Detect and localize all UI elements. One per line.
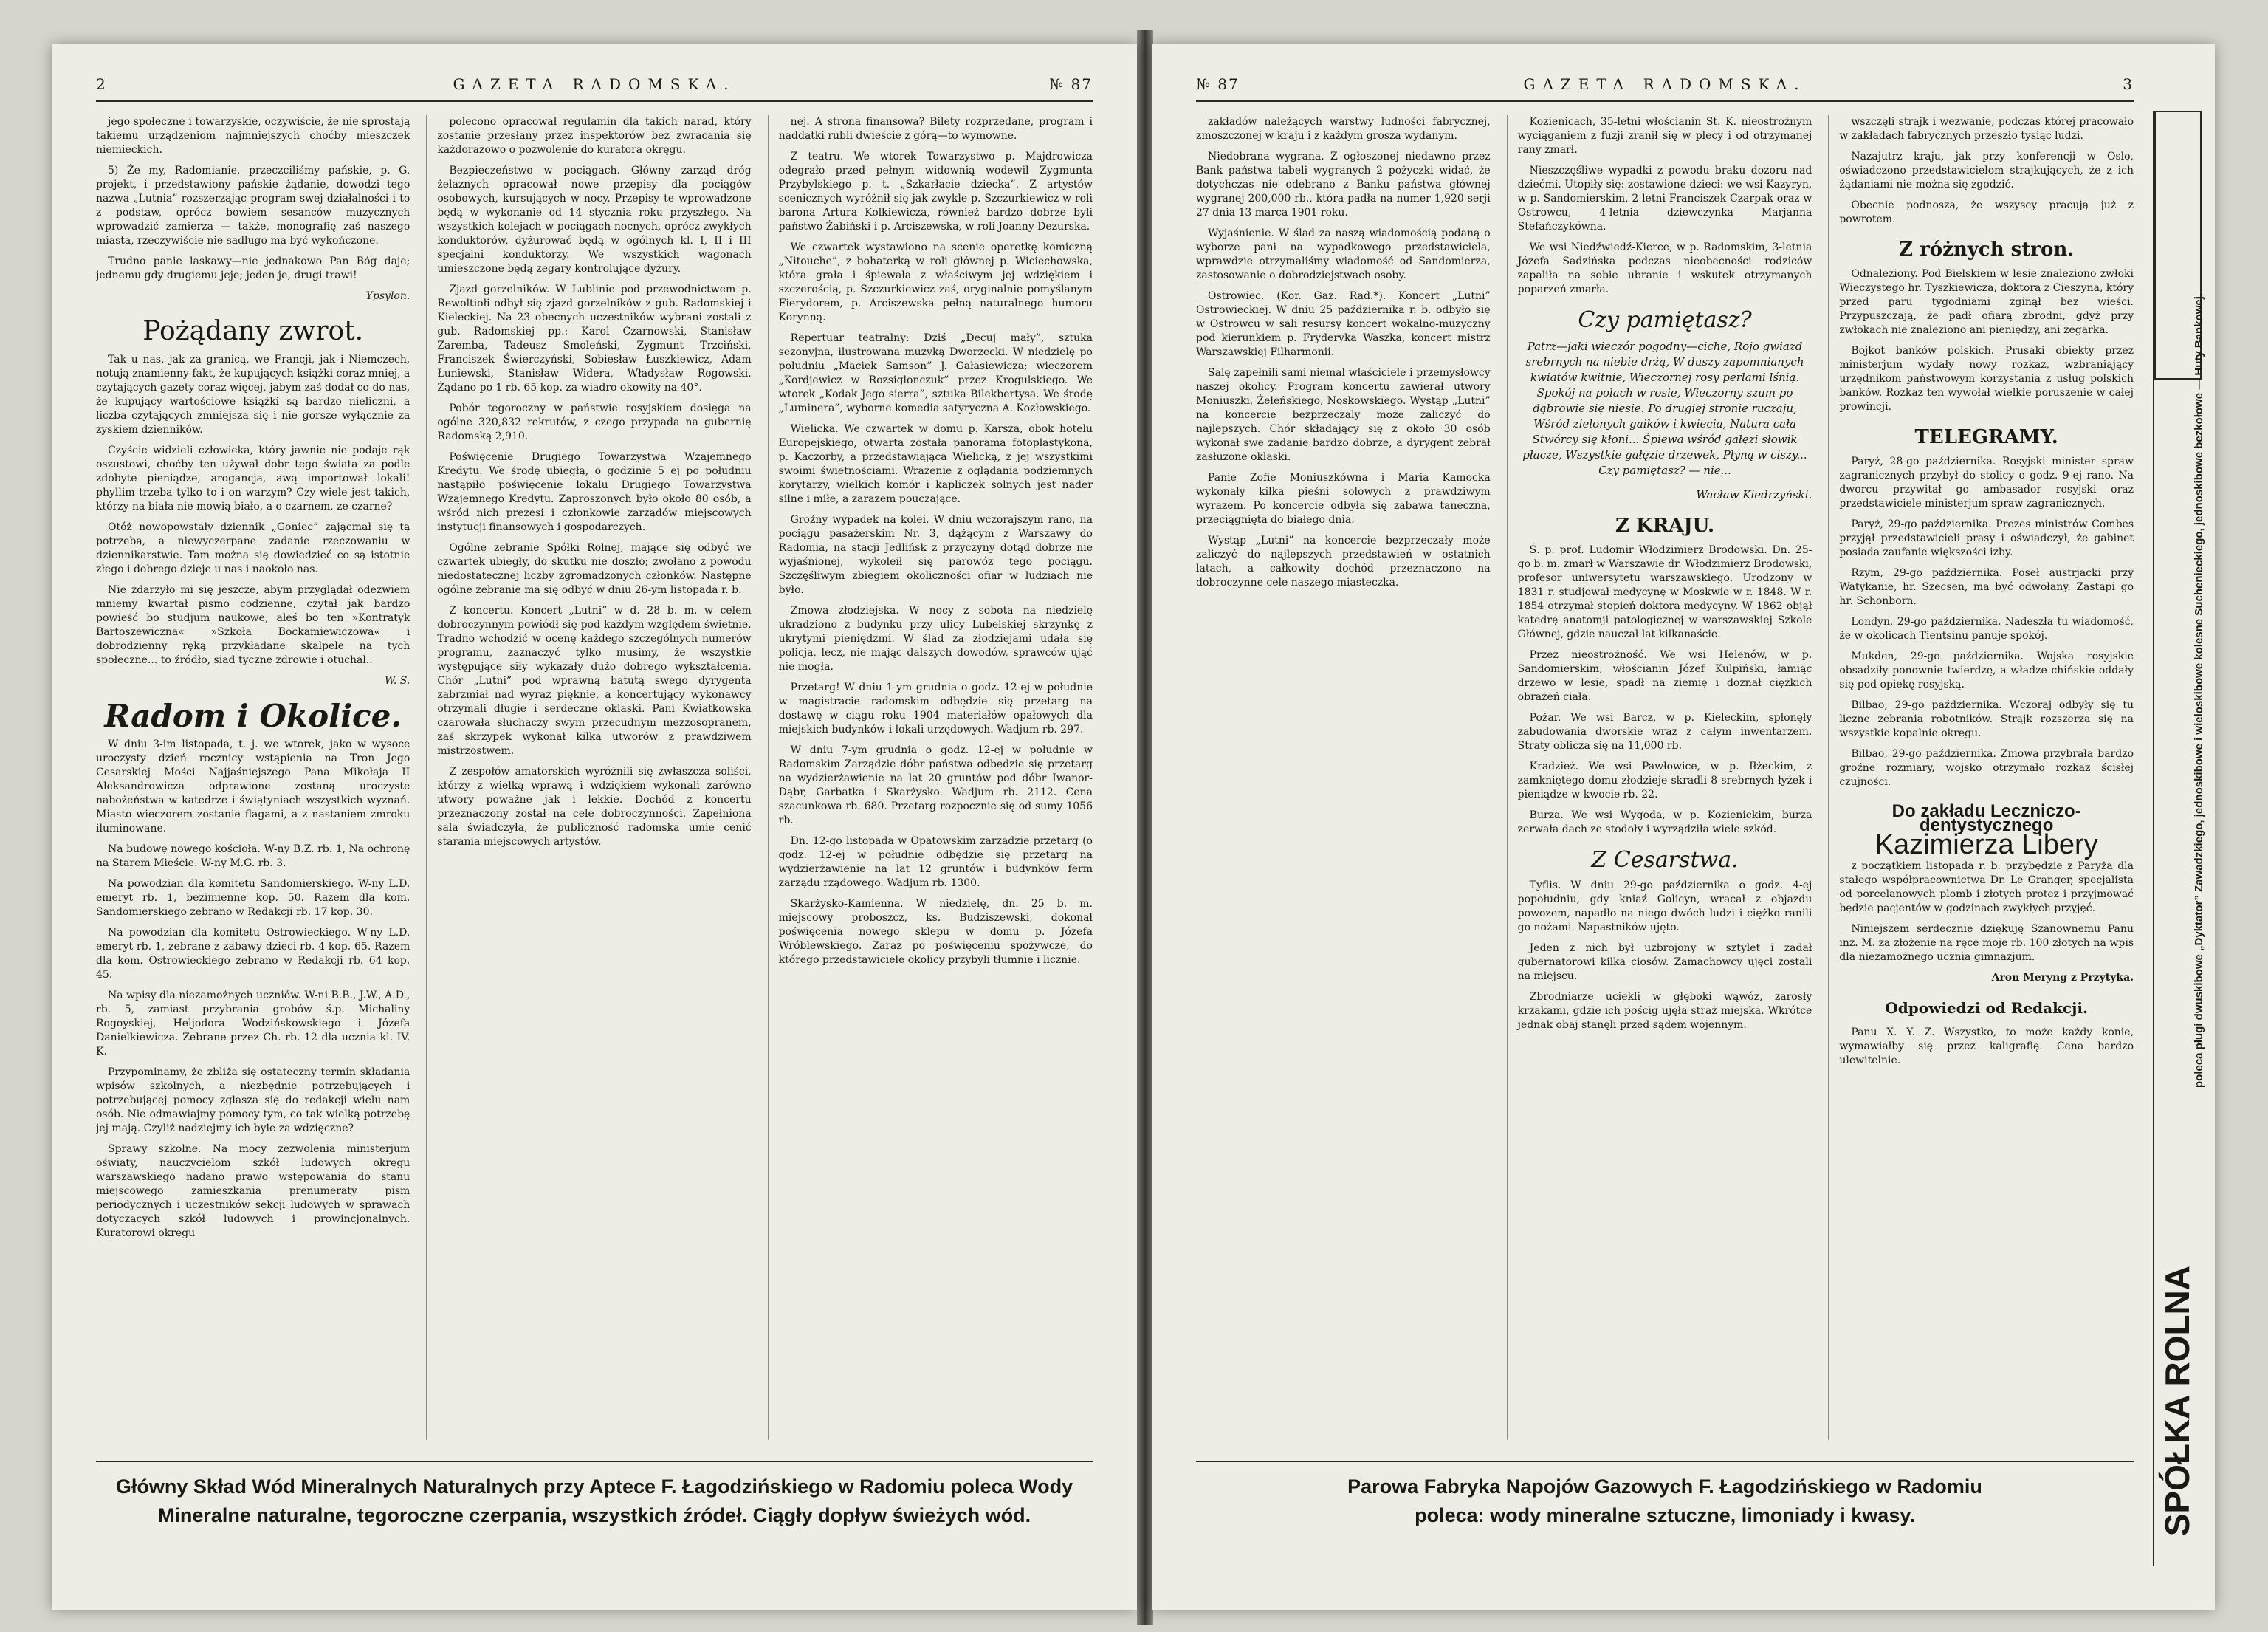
book-gutter [1137,30,1153,1625]
left-column-2 [426,115,751,1440]
news-item: Nazajutrz kraju, jak przy konferencji w Oslo, oświadczono przedstawicielom strajkujących, że z ich żądaniami nie można się zgodzić. [1839,151,2134,191]
article-text: Tak u nas, jak za granicą, we Francji, jak i Niemczech, notują znamienny fakt, że kupujących książki coraz mniej, a czytających gazety coraz więcej, jabym zaś dodał co do nas, że kupujący wartościowe książki są bardzo nieliczni, a liczba czytających zmniejsza się i nie gorsze wyłącznie za zyskiem dzienników. [96,354,410,436]
left-column-1 [96,115,410,1440]
article-text: Nie zdarzyło mi się jeszcze, abym przyglądał odezwiem mniemy kwartał pismo codzienne, czytał jak bardzo powieść bo studjum naukowe, aleś bo ten »Kontratyk Bartoszewiczna« »Szkoła Bockamiewiczowa« i dobrodzienny ręką przykładane skalpele na tych społeczne... to źródło, siad tyczne zdrowie i otuchal.. [96,584,410,666]
news-item: Salę zapełnili sami niemal właściciele i przemysłowcy naszej okolicy. Program koncertu zawierał utwory Moniuszki, Żeleńskiego, Noskowskiego. Wystąp „Lutni” na koncercie bezprzeczaly może zaliczyć do najlepszych. Chór składający się z około 30 osób wykonał swe zadanie bardzo dobrze, a dyrygent zebrał zasłużone oklaski. [1196,367,1491,463]
news-item: Groźny wypadek na kolei. W dniu wczorajszym rano, na pociągu pasażerskim Nr. 3, dążącym z Warszawy do Radomia, na stacji Jedlińsk z przyczyny dotąd dobrze nie wyjaśnionej, wykoleił się parowóz tego pociągu. Szczęśliwym zbiegiem okoliczności ofiar w ludziach nie było. [778,514,1093,596]
news-item: Przetarg! W dniu 1-ym grudnia o godz. 12-ej w południe w magistracie radomskim odbędzie się przetarg na dostawę w ciągu roku 1904 materiałów opałowych dla miejskich budynków i lokali urzędowych. Wadjum rb. 297. [778,682,1093,736]
news-item: Repertuar teatralny: Dziś „Decuj mały”, sztuka sezonyjna, ilustrowana muzyką Dworzecki. W niedzielę po południu „Maciek Samson” J. Gałasiewicza; wieczorem „Kordjewicz w Rozsiglonczuk” przez Krogulskiego. We wtorek „Kodak Jego sierra”, sztuka Bilekbertysa. We środę „Luminera”, wyborne komedia satyryczna A. Kozłowskiego. [778,332,1093,414]
news-item: We czwartek wystawiono na scenie operetkę komiczną „Nitouche”, z bohaterką w roli głównej p. Wiciechowska, która grała i śpiewała z właściwym jej wdziękiem i szczerością, p. Szczurkiewicz zaś, oryginalnie pomyślanym Fierydorem, p. Arciszewska pełną naturalnego humoru Korynną. [778,241,1093,323]
news-item: Wyjaśnienie. W ślad za naszą wiadomością podaną o wyborze pani na wypadkowego przedstawiciela, wprawdzie otrzymaliśmy wiadomość od Sandomierza, zastosowanie o dobrodziejstwach osoby. [1196,227,1491,281]
news-item: Dn. 12-go listopada w Opatowskim zarządzie przetarg (o godz. 12-ej w południe odbędzie się przetarg na wydzierżawienie na lat 12 gruntów i budynków ferm zarządu rządowego. Wadjum rb. 1300. [778,835,1093,889]
left-column-3 [768,115,1093,1440]
news-item: Niedobrana wygrana. Z ogłoszonej niedawno przez Bank państwa tabeli wygranych 2 pożyczki widać, że dotychczas nie odebrano z Banku państwa głównej wygranej 200,000 rb., która padła na numer 1,920 serji 27 dnia 13 marca 1901 roku. [1196,151,1491,219]
news-item: Przez nieostrożność. We wsi Helenów, w p. Sandomierskim, włościanin Józef Kulpiński, łamiąc drzewo w lesie, spadł na ziemię i doznał ciężkich obrażeń ciała. [1517,649,1812,703]
news-item: Na powodzian dla komitetu Ostrowieckiego. W-ny L.D. emeryt rb. 1, zebrane z zabawy dzieci rb. 4 kop. 65. Razem dla kom. Ostrowieckiego zebrano w Redakcji rb. 64 kop. 45. [96,927,410,981]
news-item: Na budowę nowego kościoła. W-ny B.Z. rb. 1, Na ochronę na Starem Mieście. W-ny M.G. rb. 3. [96,843,410,869]
news-item: Nieszczęśliwe wypadki z powodu braku dozoru nad dziećmi. Utopiły się: zostawione dzieci: we wsi Kazyryn, w p. Sandomierskim, 2-letni Franciszek Czarpak oraz w Ostrowcu, 4-letnia dziewczynka Marjanna Stefańczykówna. [1517,165,1812,233]
right-column-3 [1828,115,2134,1440]
newspaper-title: GAZETA RADOMSKA. [1523,75,1807,93]
news-item: Kradzież. We wsi Pawłowice, w p. Iłżeckim, z zamkniętego domu złodzieje skradli 8 srebrnych łyżek i pieniądze w kwocie rb. 22. [1517,761,1812,800]
news-item: Z koncertu. Koncert „Lutni” w d. 28 b. m. w celem dobroczynnym powiódł się pod każdym względem świetnie. Tradno wchodzić w ocenę każdego szczególnych numerów programu, zaznaczyć tylko musimy, że wszystkie występujące siły wykazały dużo dobrego wykształcenia. Chór „Lutni” pod wprawną batutą swego dyrygenta zabrzmiał nad wyraz pięknie, a koncertujący wykonawcy otrzymali długie i serdeczne oklaski. Pani Kwiatkowska czarowała słuchaczy swym przecudnym mezzosopranem, zaś skrzypek wykonał kilka utworów z prawdziwem mistrzostwem. [437,605,752,757]
thanks-signature: Aron Meryng z Przytyka. [1991,972,2134,984]
news-item: Ostrowiec. (Kor. Gaz. Rad.*). Koncert „Lutni” Ostrowieckiej. W dniu 25 października r. b. odbyło się w Ostrowcu w sali resursy koncert wokalno-muzyczny pod kierunkiem p. Fryderyka Waszka, koncert mistrz Warszawskiej Filharmonii. [1196,290,1491,358]
news-item: W dniu 7-ym grudnia o godz. 12-ej w południe w Radomskim Zarządzie dóbr państwa odbędzie się przetarg na wydzierżawienie na lat 20 gruntów pod dóbr Iwanor-Dąbr, Garbatka i Skarżysko. Wadjum rb. 2112. Cena szacunkowa rb. 680. Przetarg rozpocznie się od sumy 1056 rb. [778,744,1093,826]
news-item: Obecnie podnoszą, że wszyscy pracują już z powrotem. [1839,199,2134,225]
poem-text: Patrz—jaki wieczór pogodny—ciche, Rojo gwiazd srebrnych na niebie drżą, W duszy zapomnianych kwiatów kwitnie, Wieczornej rosy perlami lśnią. Spokój na polach w rosie, Wieczorny szum po dąbrowie się niesie. Po drugiej stronie ruczaju, Wśród zielonych gaików i kwiecia, Natura cała Stwórcy się kłoni... Śpiewa wśród gałęzi słowik płacze, Wszystkie gałęzie drzewek, Płyną w ciszy... Czy pamiętasz? — nie... [1522,340,1807,477]
editorial-answer: Panu X. Y. Z. Wszystko, to może każdy konie, wymawiałby się przez kaligrafię. Cena bardzo ulewitelnie. [1839,1026,2134,1066]
article-text: Otóż nowopowstały dziennik „Goniec” zającmał się tą potrzebą, a niewyczerpane zadanie rzeczowaniu w dziennikarstwie. Tam można się dowiedzieć co są istotnie złego i dobrego dzieje u nas i naokoło nas. [96,521,410,575]
news-item: Skarżysko-Kamienna. W niedzielę, dn. 25 b. m. miejscowy proboszcz, ks. Budziszewski, dokonał poświęcenia nowego sklepu w domu p. Józefa Wróblewskiego. Zaraz po poświęceniu spożywcze, do którego przedstawiciele okolicy przybyli tłumnie i licznie. [778,898,1093,966]
poem-title: Czy pamiętasz? [1578,307,1752,333]
newspaper-title: GAZETA RADOMSKA. [453,75,736,93]
news-item: We wsi Niedźwiedź-Kierce, w p. Radomskim, 3-letnia Józefa Sadzińska podczas nieobecności rodziców zapaliła na sobie ubranie i wskutek otrzymanych poparzeń zmarła. [1517,241,1812,295]
ad-text: z początkiem listopada r. b. przybędzie z Paryża dla stałego współpracownictwa Dr. Le Granger, specjalista od porcelanowych plomb i złotych protez i przyjmować będzie pacjentów w godzinach zwykłych przyjęć. [1839,860,2134,914]
news-item: Z zespołów amatorskich wyróżnili się zwłaszcza soliści, którzy z wielką wprawą i wdziękiem wykonali zarówno utwory poważne jak i lekkie. Dochód z koncertu przeznaczony został na cele dobroczynności. Zapełniona sala świadczyła, że publiczność radomska umie cenić starania miejscowych artystów. [437,766,752,848]
telegram-item: Bilbao, 29-go października. Wczoraj odbyły się tu liczne zebrania robotników. Strajk rozszerza się na wszystkie kopalnie okręgu. [1839,699,2134,739]
left-columns [96,115,1093,1440]
ad-line: Parowa Fabryka Napojów Gazowych F. Łagodzińskiego w Radomiu [1347,1475,1982,1498]
section-heading-radom: Radom i Okolice. [104,698,402,734]
news-item: Poświęcenie Drugiego Towarzystwa Wzajemnego Kredytu. We środę ubiegłą, o godzinie 5 ej po południu nastąpiło poświęcenie lokalu Drugiego Towarzystwa Wzajemnego Kredytu. Zaproszonych było około 80 osób, a wśród nich prezesi i członkowie zarządów miejscowych instytucji finansowych i gospodarczych. [437,451,752,533]
news-item: zakładów należących warstwy ludności fabrycznej, zmoszczonej w kraju i z każdym grosza wydanym. [1196,116,1491,142]
telegram-item: Londyn, 29-go października. Nadeszła tu wiadomość, że w okolicach Tientsinu panuje spokój. [1839,616,2134,642]
poem [1518,339,1812,503]
news-item: W dniu 3-im listopada, t. j. we wtorek, jako w wysoce uroczysty dzień rocznicy wstąpienia na Tron Jego Cesarskiej Mości Najjaśniejszego Pana Mikołaja II Aleksandrowicza odprawione zostaną uroczyste nabożeństwa w katedrze i świątyniach wszystkich wyznań. Miasto wieczorem zostanie flagami, a z nastaniem zmroku iluminowane. [96,738,410,834]
news-item: Sprawy szkolne. Na mocy zezwolenia ministerjum oświaty, nauczycielom szkół ludowych okręgu warszawskiego nadano prawo wstępowania do stanu miejscowego zamieszkania prenumeraty pism periodycznych i uczestników sekcji ludowych w sprawach dotyczących szkół ludowych i prowincjonalnych. Kuratorowi okręgu [96,1143,410,1239]
news-item: nej. A strona finansowa? Bilety rozprzedane, program i naddatki rubli dwieście z górą—to wymowne. [778,116,1093,142]
news-item: Burza. We wsi Wygoda, w p. Kozienickim, burza zerwała dach ze stodoły i wyrządziła wiele szkód. [1517,809,1812,835]
section-heading-kraj: Z KRAJU. [1615,515,1715,537]
article-text: jego społeczne i towarzyskie, oczywiście, że nie sprostają takiemu urządzeniom najmniejszych choćby mieszczek niemieckich. [96,116,410,156]
ad-name: Kazimierza Libery [1874,829,2098,860]
news-item: Bojkot banków polskich. Prusaki obiekty przez ministerjum wydały nowy rozkaz, wzbraniający urzędnikom państwowym korzystania z usług polskich banków. Rozkaz ten wywołał wielkie poruszenie w całej prowincji. [1839,345,2134,413]
footer-advertisement-left [96,1461,1093,1573]
news-item: Kozienicach, 35-letni włościanin St. K. nieostrożnym wyciąganiem z fuzji zranił się w plecy i od otrzymanej rany zmarł. [1517,116,1812,156]
page-number: 2 [96,75,113,93]
news-item: Wielicka. We czwartek w domu p. Karsza, obok hotelu Europejskiego, otwarta została panorama fotoplastykona, p. Kaczorby, a przedstawiająca Wielicką, z jej wszystkimi swoimi świetnościami. Wrażenie z oglądania podziemnych korytarzy, wielkich komór i kapliczek solnych jest nader silne i miłe, a zarazem pouczające. [778,423,1093,505]
article-text: Trudno panie laskawy—nie jednakowo Pan Bóg daje; jednemu gdy drugiemu jeje; jeden je, drugi trawi! [96,256,410,281]
telegram-item: Bilbao, 29-go października. Zmowa przybrała bardzo groźne rozmiary, wojsko otrzymało rozkaz ścisłej czujności. [1839,748,2134,788]
right-column-1 [1196,115,1491,1440]
ad-line: Główny Skład Wód Mineralnych Naturalnych przy Aptece F. Łagodzińskiego w Radomiu poleca Wody [115,1475,1073,1498]
left-page [52,44,1137,1610]
right-column-2 [1507,115,1812,1440]
news-item: Zjazd gorzelników. W Lublinie pod przewodnictwem p. Rewoltiołi odbył się zjazd gorzelników z gub. Radomskiej i Kieleckiej. Na 23 obecnych uczestników wybrani zostali z gub. Radomskiej pp.: Karol Czarnowski, Stanisław Zaremba, Tadeusz Smoleński, Zygmunt Trzciński, Franciszek Świerczyński, Sobiesław Łuszkiewicz, Adam Łuniewski, Stanisław Widera, Władysław Rogowski. Żądano po 1 rb. 65 kop. za wiadro okowity na 40°. [437,284,752,394]
article-text: 5) Że my, Radomianie, przeczciliśmy pańskie, p. G. projekt, i przedstawiony pańskie żądanie, dowodzi tego nazwa „Lutnia” rozszerzając program swej działalności i to z podstaw, oprócz bowiem sesanców muzycznych wprowadzić zamierza — także, monografię zaś naszego miasta, rzeczywiście nie sadlugo ma być wykończone. [96,165,410,247]
section-heading-cesarstwo: Z Cesarstwa. [1591,847,1739,873]
news-item: Przypominamy, że zbliża się ostateczny termin składania wpisów szkolnych, a niezbędnie potrzebujących i potrzebującej pomocy zglasza się do redakcji wielu nam osób. Nie odmawiajmy pomocy tym, co tak wielką potrzebę jej mają. Czyliż nadziejmy ich byle za wdzięczne? [96,1066,410,1134]
right-columns [1196,115,2134,1440]
ad-title: SPÓŁKA ROLNA [2158,1265,2196,1536]
news-item: wszczęli strajk i wezwanie, podczas której pracowało w zakładach fabrycznych przeszło tysiąc ludzi. [1839,116,2134,142]
ad-title: Do zakładu Leczniczo-dentystycznego [1891,801,2081,835]
news-item: Zbrodniarze uciekli w głęboki wąwóz, zarosły krzakami, gdzie ich pościg ujęła straż miejska. Wkrótce jednak obaj stanęli przed sądem wojennym. [1517,991,1812,1031]
news-item: Panie Zofie Moniuszkówna i Maria Kamocka wykonały kilka pieśni solowych z prawdziwym wyrazem. Po koncercie odbyła się zabawa taneczna, przeciągnięta do białego dnia. [1196,472,1491,526]
telegram-item: Mukden, 29-go października. Wojska rosyjskie obsadziły ponownie twierdzę, a władze chińskie oddały się pod opiekę rosyjską. [1839,651,2134,690]
news-item: polecono opracował regulamin dla takich narad, który zostanie przesłany przez inspektorów bez zwracania się każdorazowo o pozwolenie do kuratora okręgu. [437,116,752,156]
issue-number: № 87 [1196,75,1240,93]
article-heading: Pożądany zwrot. [142,316,364,346]
news-item: Z teatru. We wtorek Towarzystwo p. Majdrowicza odegrało przed pełnym widownią wodewil Zygmunta Przybylskiego p. t. „Szkarłacie dziecka”. Z artystów scenicznych wyróżnił się jak zwykle p. Szczurkiewicz w roli barona Artura Kolkiewicza, również bardzo dobrze byli państwo Żabiński i p. Arciszewska, w roli Joanny Dezurska. [778,151,1093,233]
thanks-note: Niniejszem serdecznie dziękuję Szanownemu Panu inż. M. za złożenie na ręce moje rb. 100 złotych na wpis dla niezamożnego ucznia gimnazjum. [1839,923,2134,963]
news-item: Odnaleziony. Pod Bielskiem w lesie znaleziono zwłoki Wieczystego hr. Tyszkiewicza, doktora z Cieszyna, który przed paru tygodniami zginął bez wieści. Przypuszczają, że padł ofiarą zbrodni, gdyż przy zwłokach nie znaleziono ani pieniędzy, ani zegarka. [1839,268,2134,336]
telegram-item: Paryż, 28-go października. Rosyjski minister spraw zagranicznych przybył do stolicy o godz. 9-ej rano. Na dworcu przywitał go ambasador rosyjski oraz przedstawiciele ministerjum spraw zagranicznych. [1839,456,2134,510]
news-item: Wystąp „Lutni” na koncercie bezprzeczały może zaliczyć do najlepszych przedstawień w ostatnich latach, a całkowity dochód przeznaczono na dobroczynne cele naszego miasteczka. [1196,535,1491,589]
ad-text: poleca pługi dwuskibowe „Dyktator” Zawadzkiego, jednoskibowe i wieloskibowe kolesne Suchenieckiego, jednoskibowe bezkołowe — Huty Bankowej. [2193,292,2205,1088]
issue-number: № 87 [1049,75,1093,93]
vertical-advertisement [2153,111,2205,1566]
news-item: Bezpieczeństwo w pociągach. Główny zarząd dróg żelaznych opracował nowe przepisy dla pociągów osobowych, kursujących w nocy. Przepisy te wprowadzone będą w wykonanie od 14 stycznia roku przyszłego. Na wszystkich kolejach w pociągach nocnych, oprócz zwykłych konduktorów, dyżurować będą w ogólnych kl. I, II i III specjalni konduktorzy. We wszystkich wagonach umieszczone będą zegary kontrolujące dyżury. [437,165,752,275]
telegrams-heading: TELEGRAMY. [1914,426,2058,448]
ad-line: Mineralne naturalne, tegoroczne czerpania, wszystkich źródeł. Ciągły dopływ świeżych wód. [157,1504,1031,1526]
news-item: Pobór tegoroczny w państwie rosyjskiem dosięga na ogólne 320,832 rekrutów, z czego przypada na gubernię Radomską 2,910. [437,402,752,442]
section-heading-stron: Z różnych stron. [1899,239,2075,261]
ad-line: poleca: wody mineralne sztuczne, limoniady i kwasy. [1415,1504,1915,1526]
footer-advertisement-right [1196,1461,2134,1573]
masthead-right [1196,71,2134,102]
article-text: Czyście widzieli człowieka, który jawnie nie podaje rąk oszustowi, choćby ten używał dobr tego świata za podle zdobyte pieniądze, arogancja, awą importował lokali! phyllim trzeba tylko to i on warzym? Czy wiele jest takich, którzy na biała nie mowią biało, a o czarnem, ze czarne? [96,445,410,512]
news-item: Na wpisy dla niezamożnych uczniów. W-ni B.B., J.W., A.D., rb. 5, zamiast przybrania grobów ś.p. Michaliny Rogoyskiej, Heljodora Wodzińskowskiego i Józefa Danielkiewicza. Zebrane przez Ch. rb. 12 dla ucznia kl. IV. K. [96,990,410,1057]
telegram-item: Rzym, 29-go października. Poseł austrjacki przy Watykanie, hr. Szecsen, ma być odwołany. Zastąpi go hr. Schonborn. [1839,567,2134,607]
poem-signature: Wacław Kiedrzyński. [1696,488,1812,501]
news-item: Ś. p. prof. Ludomir Włodzimierz Brodowski. Dn. 25-go b. m. zmarł w Warszawie dr. Włodzimierz Brodowski, profesor uniwersytetu warszawskiego. Urodzony w 1831 r. studjował medycynę w Moskwie w r. 1848. W r. 1854 otrzymał stopień doktora medycyny. W 1862 objął katedrę anatomji patologicznej w warszawskiej Szkole Głównej, gdzie nauczał lat kilkanaście. [1517,544,1812,640]
dental-advertisement [1839,801,2134,860]
page-number: 3 [2123,75,2134,93]
telegram-item: Paryż, 29-go października. Prezes ministrów Combes przyjął przedstawicieli prasy i oświadczył, że gabinet posiada zaufanie większości izby. [1839,518,2134,558]
news-item: Jeden z nich był uzbrojony w sztylet i zadał gubernatorowi kilka ciosów. Zamachowcy ujęci zostali na miejscu. [1517,942,1812,982]
masthead-left [96,71,1093,102]
news-item: Na powodzian dla komitetu Sandomierskiego. W-ny L.D. emeryt rb. 1, bezimienne kop. 50. Razem dla kom. Sandomierskiego zebrano w Redakcji rb. 17 kop. 30. [96,878,410,918]
article-signature: Ypsylon. [365,290,410,302]
right-page [1152,44,2215,1610]
article-signature: W. S. [384,675,410,687]
news-item: Pożar. We wsi Barcz, w p. Kieleckim, spłonęły zabudowania dworskie wraz z całym inwentarzem. Straty oblicza się na 11,000 rb. [1517,712,1812,752]
editorial-answers-heading: Odpowiedzi od Redakcji. [1885,999,2088,1017]
news-item: Ogólne zebranie Spółki Rolnej, mające się odbyć we czwartek ubiegły, do skutku nie doszło; zwołano z powodu niedostatecznej liczby zgromadzonych członków. Następne ogólne zebranie ma się odbyć w dniu 26-ym listopada r. b. [437,542,752,596]
news-item: Tyflis. W dniu 29-go października o godz. 4-ej popołudniu, gdy kniaź Golicyn, wracał z objazdu powozem, napadło na niego dwóch ludzi i ciężko ranili go nożami. Napastników ujęto. [1517,880,1812,933]
news-item: Zmowa złodziejska. W nocy z sobota na niedzielę ukradziono z budynku przy ulicy Lubelskiej skrzynkę z ukrytymi pieniędzmi. W ślad za złodziejami udała się policja, lecz, nie mając dalszych dowodów, sprawców ująć nie mogła. [778,605,1093,673]
